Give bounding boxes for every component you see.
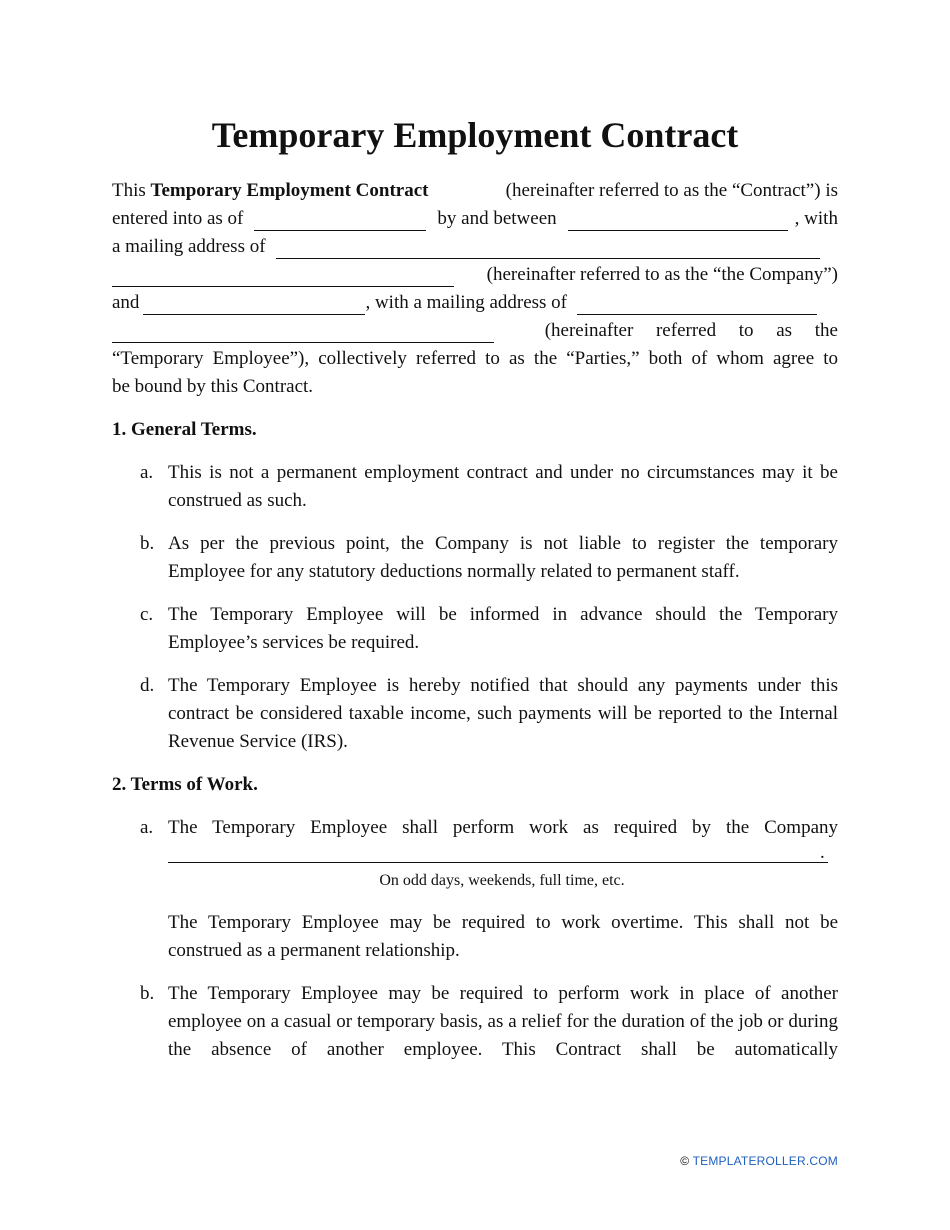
work-schedule-caption: On odd days, weekends, full time, etc.: [379, 872, 625, 889]
intro-line: [112, 233, 838, 261]
list-item-text: The Temporary Employee will be informed in advance should the Temporary Employee’s services be required.: [168, 604, 838, 653]
intro-word: the: [814, 320, 838, 341]
list-marker: a.: [140, 817, 154, 838]
section-heading-general-terms: 1. General Terms.: [112, 419, 257, 440]
company-address-blank-2[interactable]: [112, 267, 454, 287]
intro-entered-label: entered into as of: [112, 208, 244, 229]
company-name-blank[interactable]: [568, 211, 788, 231]
list-item: [112, 530, 838, 586]
intro-mailing-label: a mailing address of: [112, 236, 266, 257]
document-title: Temporary Employment Contract: [211, 115, 739, 155]
list-marker: b.: [140, 533, 155, 554]
intro-company-ref: (hereinafter referred to as the “the Company”): [486, 264, 838, 285]
list-item: [112, 980, 838, 1064]
intro-line: [112, 177, 838, 205]
work-schedule-blank[interactable]: [168, 862, 828, 863]
intro-this: This: [112, 180, 146, 201]
intro-contract-name: Temporary Employment Contract: [150, 180, 429, 201]
intro-line: “Temporary Employee”), collectively referred to as the “Parties,” both of whom agree to: [112, 348, 838, 369]
list-item: [112, 814, 838, 842]
list-item: [112, 672, 838, 756]
employee-address-blank-2[interactable]: [112, 323, 494, 343]
list-marker: d.: [140, 675, 155, 696]
list-marker: b.: [140, 983, 155, 1004]
intro-line: [112, 289, 838, 317]
list-item: [112, 601, 838, 657]
intro-employee-mailing-label: , with a mailing address of: [365, 292, 568, 313]
intro-line: be bound by this Contract.: [112, 376, 314, 397]
list-marker: a.: [140, 462, 154, 483]
copyright-symbol: ©: [680, 1154, 690, 1168]
intro-line: [112, 205, 838, 233]
footer-site-link[interactable]: TEMPLATEROLLER.COM: [692, 1154, 838, 1168]
intro-line1-rest: (hereinafter referred to as the “Contract”) is: [505, 180, 838, 201]
employee-name-blank[interactable]: [143, 295, 365, 315]
list-item: [112, 459, 838, 515]
intro-word: as: [776, 320, 793, 341]
section-heading-terms-of-work: 2. Terms of Work.: [112, 774, 258, 795]
footer-credit[interactable]: [680, 1154, 838, 1168]
intro-with-label: , with: [794, 208, 838, 229]
list-marker: c.: [140, 604, 154, 625]
intro-paragraph: [112, 177, 838, 401]
list-item-paragraph: [112, 909, 838, 965]
list-item-text: This is not a permanent employment contract and under no circumstances may it be construed as such.: [168, 462, 838, 511]
intro-line: [112, 261, 838, 289]
date-blank[interactable]: [254, 211, 426, 231]
intro-word: referred: [655, 320, 717, 341]
intro-word: (hereinafter: [544, 320, 634, 341]
list-item-text: The Temporary Employee may be required to work overtime. This shall not be construed as a permanent relationship.: [168, 912, 838, 961]
list-item-text: The Temporary Employee shall perform work as required by the Company: [168, 817, 838, 838]
intro-word: to: [738, 320, 754, 341]
list-item-text: As per the previous point, the Company is not liable to register the temporary Employee for any statutory deductions normally related to permanent staff.: [168, 533, 838, 582]
work-schedule-period: .: [820, 842, 825, 863]
intro-and-label: and: [112, 292, 140, 313]
list-item-text: The Temporary Employee is hereby notified that should any payments under this contract be considered taxable income, such payments will be reported to the Internal Revenue Service (IRS).: [168, 675, 838, 752]
company-address-blank[interactable]: [276, 239, 820, 259]
intro-line: [112, 317, 838, 345]
employee-address-blank[interactable]: [577, 295, 817, 315]
intro-between-label: by and between: [437, 208, 557, 229]
list-item-text: The Temporary Employee may be required to perform work in place of another employee on a casual or temporary basis, as a relief for the duration of the job or during the absence of another employee. This Contract shall be automatically: [168, 983, 838, 1060]
